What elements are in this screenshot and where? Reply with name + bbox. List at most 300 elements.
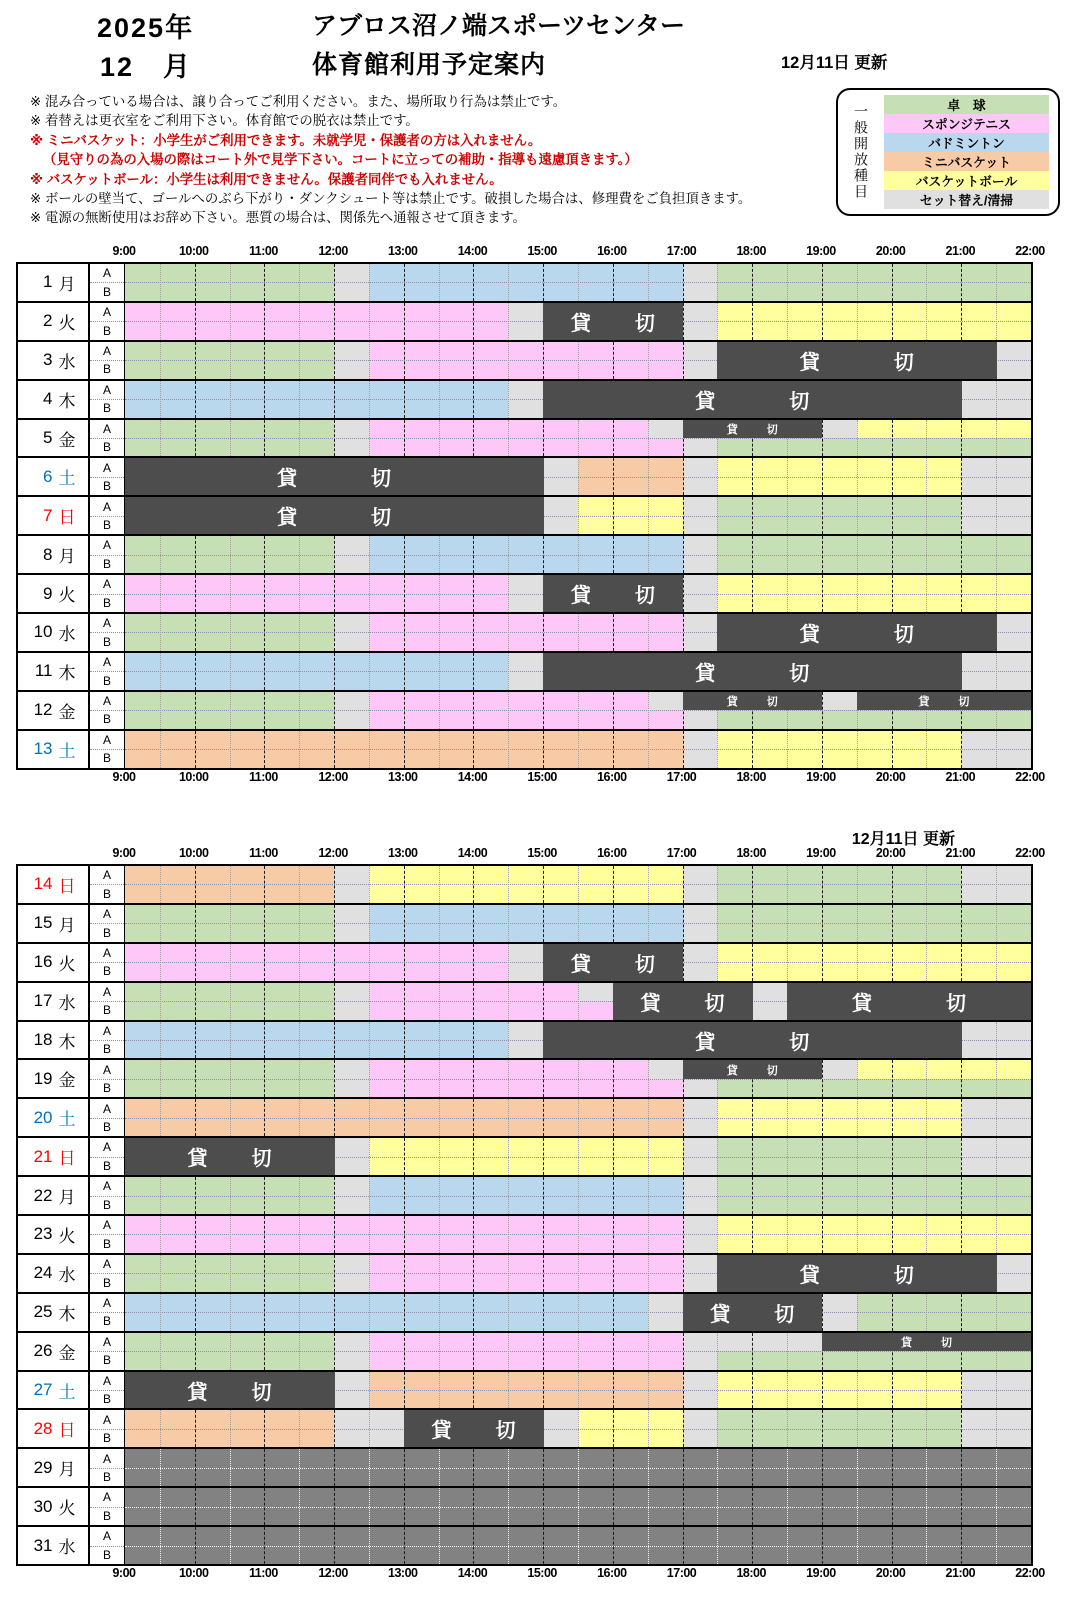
hour-gridline xyxy=(961,575,962,612)
day-label-10 xyxy=(18,614,90,651)
hour-gridline xyxy=(473,264,474,301)
kashikiri-reserved-label: 貸 切 xyxy=(695,390,837,413)
hour-gridline xyxy=(264,420,265,457)
axis-tick-10:00: 10:00 xyxy=(178,769,209,784)
day-label-27 xyxy=(18,1372,90,1409)
weekday-label: 月 xyxy=(58,915,76,935)
half-hour-gridline xyxy=(508,944,509,981)
ab-divider xyxy=(90,632,124,633)
court-a-label: A xyxy=(102,1296,111,1311)
axis-tick-19:00: 19:00 xyxy=(806,769,836,784)
ab-divider xyxy=(90,282,124,283)
hour-gridline xyxy=(822,536,823,573)
half-hour-gridline xyxy=(996,420,997,457)
half-hour-gridline xyxy=(926,575,927,612)
segment-tt xyxy=(717,264,1031,282)
segment-bk xyxy=(717,1390,961,1408)
half-hour-gridline xyxy=(230,1177,231,1214)
segment-st xyxy=(996,1273,1031,1291)
day-number: 31 xyxy=(33,1535,53,1555)
segment-mb xyxy=(369,1372,683,1390)
half-hour-gridline xyxy=(578,420,579,457)
hour-gridline xyxy=(264,1255,265,1292)
segment-sp xyxy=(369,1333,683,1351)
half-hour-gridline xyxy=(508,692,509,729)
segment-bd xyxy=(369,536,683,554)
half-hour-gridline xyxy=(648,497,649,534)
hour-gridline xyxy=(473,303,474,340)
hour-gridline xyxy=(473,1138,474,1175)
weekday-label: 金 xyxy=(58,430,76,450)
axis-tick-13:00: 13:00 xyxy=(388,1566,418,1581)
half-hour-gridline xyxy=(578,1488,579,1525)
hour-gridline xyxy=(473,536,474,573)
half-hour-gridline xyxy=(160,866,161,903)
half-hour-gridline xyxy=(578,497,579,534)
hour-gridline xyxy=(822,731,823,768)
hour-gridline xyxy=(892,497,893,534)
segment-st xyxy=(822,1294,857,1312)
day-number: 30 xyxy=(33,1496,53,1516)
page-subtitle: 体育館利用予定案内 xyxy=(312,51,547,79)
half-hour-gridline xyxy=(508,1294,509,1331)
hour-gridline xyxy=(961,458,962,495)
axis-tick-19:00: 19:00 xyxy=(806,1566,836,1581)
half-hour-gridline xyxy=(369,264,370,301)
half-hour-gridline xyxy=(369,1177,370,1214)
half-hour-gridline xyxy=(230,866,231,903)
segment-sp xyxy=(369,1255,683,1273)
court-ab-column xyxy=(90,1410,125,1447)
hour-gridline xyxy=(683,1488,684,1525)
hour-gridline xyxy=(822,1177,823,1214)
hour-gridline xyxy=(404,342,405,379)
hour-gridline xyxy=(822,1527,823,1564)
hour-gridline xyxy=(683,614,684,651)
court-a-label: A xyxy=(102,1257,111,1272)
hour-gridline xyxy=(473,1333,474,1370)
hour-gridline xyxy=(543,905,544,942)
segment-st xyxy=(648,1060,683,1078)
hour-gridline xyxy=(543,1255,544,1292)
hour-gridline xyxy=(334,342,335,379)
hour-gridline xyxy=(961,1060,962,1097)
half-hour-gridline xyxy=(857,1488,858,1525)
half-hour-gridline xyxy=(439,944,440,981)
half-hour-gridline xyxy=(299,1255,300,1292)
court-a-label: A xyxy=(102,1412,111,1427)
half-hour-gridline xyxy=(160,264,161,301)
half-hour-gridline xyxy=(369,420,370,457)
hour-gridline xyxy=(613,458,614,495)
segment-st xyxy=(683,575,718,593)
half-hour-gridline xyxy=(439,1099,440,1136)
day-row-21 xyxy=(18,1138,1031,1177)
day-row-7 xyxy=(18,497,1031,536)
ab-divider xyxy=(90,594,124,595)
half-hour-gridline xyxy=(648,420,649,457)
half-hour-gridline xyxy=(926,264,927,301)
day-schedule-grid xyxy=(125,692,1031,729)
half-hour-gridline xyxy=(717,1449,718,1486)
hour-gridline xyxy=(473,614,474,651)
segment-sp xyxy=(369,360,683,378)
segment-bd xyxy=(369,282,683,300)
half-hour-gridline xyxy=(857,1449,858,1486)
half-hour-gridline xyxy=(787,866,788,903)
hour-gridline xyxy=(334,692,335,729)
day-number: 4 xyxy=(43,389,53,409)
segment-bk xyxy=(717,1372,961,1390)
court-b-label: B xyxy=(102,556,111,571)
segment-st xyxy=(334,1255,369,1273)
hour-gridline xyxy=(195,381,196,418)
hour-gridline xyxy=(473,1177,474,1214)
axis-tick-11:00: 11:00 xyxy=(248,1566,278,1581)
axis-tick-10:00: 10:00 xyxy=(178,244,209,258)
segment-tt xyxy=(717,1177,1031,1195)
hour-gridline xyxy=(473,1449,474,1486)
day-number: 5 xyxy=(43,428,53,447)
weekday-label: 水 xyxy=(58,352,76,372)
hour-gridline xyxy=(961,1138,962,1175)
half-hour-gridline xyxy=(508,614,509,651)
half-hour-gridline xyxy=(299,303,300,340)
half-hour-gridline xyxy=(926,1449,927,1486)
ab-divider xyxy=(90,1312,124,1313)
hour-gridline xyxy=(543,983,544,1020)
weekday-label: 火 xyxy=(58,954,76,974)
court-b-label: B xyxy=(102,673,111,688)
half-hour-gridline xyxy=(578,342,579,379)
day-row-18 xyxy=(18,1022,1031,1061)
half-hour-gridline xyxy=(369,1333,370,1370)
half-hour-gridline xyxy=(926,1138,927,1175)
hour-gridline xyxy=(683,497,684,534)
kashikiri-reserved-label: 貸 切 xyxy=(726,1064,787,1077)
half-hour-gridline xyxy=(369,866,370,903)
half-hour-gridline xyxy=(787,731,788,768)
hour-gridline xyxy=(473,1022,474,1059)
hour-gridline xyxy=(543,536,544,573)
hour-gridline xyxy=(892,1177,893,1214)
half-hour-gridline xyxy=(369,1060,370,1097)
ab-divider xyxy=(90,516,124,517)
day-row-30 xyxy=(18,1488,1031,1527)
segment-st xyxy=(683,1079,718,1097)
weekday-label: 月 xyxy=(58,1460,76,1480)
hour-gridline xyxy=(822,1410,823,1447)
segment-mb xyxy=(578,458,683,476)
hour-gridline xyxy=(822,575,823,612)
half-hour-gridline xyxy=(787,264,788,301)
half-hour-gridline xyxy=(439,1372,440,1409)
segment-st xyxy=(334,692,369,710)
ab-divider xyxy=(90,1351,124,1352)
hour-gridline xyxy=(543,1060,544,1097)
half-hour-gridline xyxy=(996,1138,997,1175)
kashikiri-reserved-label: 貸 切 xyxy=(570,585,667,608)
hour-gridline xyxy=(892,575,893,612)
hour-gridline xyxy=(822,1099,823,1136)
segment-st xyxy=(334,1390,369,1408)
half-hour-gridline xyxy=(299,944,300,981)
half-hour-gridline xyxy=(508,905,509,942)
day-label-25 xyxy=(18,1294,90,1331)
axis-tick-13:00: 13:00 xyxy=(388,846,418,860)
segment-st xyxy=(683,905,718,923)
half-hour-gridline xyxy=(648,866,649,903)
day-number: 26 xyxy=(33,1341,53,1361)
half-hour-gridline xyxy=(996,1410,997,1447)
kashikiri-reserved-label: 貸 切 xyxy=(900,1336,961,1349)
hour-gridline xyxy=(892,536,893,573)
axis-tick-14:00: 14:00 xyxy=(457,244,488,258)
hour-gridline xyxy=(404,264,405,301)
court-a-label: A xyxy=(102,421,111,436)
day-row-20 xyxy=(18,1099,1031,1138)
note-line-7: ※ 電源の無断使用はお辞め下さい。悪質の場合は、関係先へ通報させて頂きます。 xyxy=(30,210,526,226)
half-hour-gridline xyxy=(439,983,440,1020)
segment-bk xyxy=(717,1234,1031,1252)
court-a-label: A xyxy=(102,499,111,514)
hour-gridline xyxy=(543,866,544,903)
court-b-label: B xyxy=(102,634,111,649)
day-schedule-grid xyxy=(125,944,1031,981)
axis-tick-15:00: 15:00 xyxy=(527,769,557,784)
legend-item-bd: バドミントン xyxy=(884,133,1049,152)
day-row-16 xyxy=(18,944,1031,983)
axis-tick-20:00: 20:00 xyxy=(875,244,906,258)
hour-gridline xyxy=(195,575,196,612)
day-label-28 xyxy=(18,1410,90,1447)
hour-gridline xyxy=(404,731,405,768)
court-ab-column xyxy=(90,983,125,1020)
segment-bk xyxy=(717,477,961,495)
segment-bk xyxy=(717,321,1031,339)
court-ab-column xyxy=(90,944,125,981)
half-hour-gridline xyxy=(439,342,440,379)
hour-gridline xyxy=(264,1449,265,1486)
hour-gridline xyxy=(683,342,684,379)
day-row-22 xyxy=(18,1177,1031,1216)
day-number: 11 xyxy=(34,661,53,681)
day-number: 9 xyxy=(43,583,53,603)
half-hour-gridline xyxy=(369,381,370,418)
half-hour-gridline xyxy=(857,575,858,612)
half-hour-gridline xyxy=(508,983,509,1020)
half-hour-gridline xyxy=(926,1372,927,1409)
half-hour-gridline xyxy=(508,1488,509,1525)
axis-tick-22:00: 22:00 xyxy=(1015,244,1045,258)
segment-tt xyxy=(717,438,1031,456)
weekday-label: 金 xyxy=(58,1071,76,1091)
day-row-31 xyxy=(18,1527,1031,1564)
axis-tick-22:00: 22:00 xyxy=(1015,1566,1045,1581)
hour-gridline xyxy=(613,1294,614,1331)
hour-gridline xyxy=(683,1177,684,1214)
court-ab-column xyxy=(90,866,125,903)
half-hour-gridline xyxy=(996,458,997,495)
axis-tick-12:00: 12:00 xyxy=(318,846,348,860)
half-hour-gridline xyxy=(717,1488,718,1525)
day-schedule-grid xyxy=(125,866,1031,903)
court-a-label: A xyxy=(102,1023,111,1038)
day-label-12 xyxy=(18,692,90,729)
day-row-1 xyxy=(18,264,1031,303)
half-hour-gridline xyxy=(717,303,718,340)
half-hour-gridline xyxy=(717,1216,718,1253)
court-a-label: A xyxy=(102,694,111,709)
half-hour-gridline xyxy=(508,1449,509,1486)
hour-gridline xyxy=(473,1060,474,1097)
hour-gridline xyxy=(543,264,544,301)
hour-gridline xyxy=(473,983,474,1020)
weekday-label: 日 xyxy=(58,1421,76,1441)
hour-gridline xyxy=(752,497,753,534)
half-hour-gridline xyxy=(160,420,161,457)
half-hour-gridline xyxy=(439,303,440,340)
half-hour-gridline xyxy=(648,536,649,573)
court-ab-column xyxy=(90,420,125,457)
kashikiri-reserved-label: 貸 切 xyxy=(799,623,941,646)
half-hour-gridline xyxy=(787,575,788,612)
court-ab-column xyxy=(90,1216,125,1253)
half-hour-gridline xyxy=(299,983,300,1020)
hour-gridline xyxy=(195,303,196,340)
hour-gridline xyxy=(473,420,474,457)
court-ab-column xyxy=(90,1527,125,1564)
court-ab-column xyxy=(90,303,125,340)
half-hour-gridline xyxy=(439,1177,440,1214)
segment-tt xyxy=(717,710,1031,728)
half-hour-gridline xyxy=(857,1527,858,1564)
hour-gridline xyxy=(264,264,265,301)
axis-tick-13:00: 13:00 xyxy=(388,769,418,784)
hour-gridline xyxy=(334,264,335,301)
segment-st xyxy=(683,1234,718,1252)
court-b-label: B xyxy=(102,925,111,940)
segment-bk xyxy=(369,866,683,884)
hour-gridline xyxy=(961,866,962,903)
half-hour-gridline xyxy=(717,1333,718,1370)
hour-gridline xyxy=(683,458,684,495)
half-hour-gridline xyxy=(508,381,509,418)
axis-tick-19:00: 19:00 xyxy=(806,244,836,258)
day-row-5 xyxy=(18,420,1031,459)
segment-st xyxy=(683,342,718,360)
day-number: 15 xyxy=(33,913,53,933)
half-hour-gridline xyxy=(369,342,370,379)
segment-bk xyxy=(578,497,683,515)
hour-gridline xyxy=(264,614,265,651)
segment-st xyxy=(334,360,369,378)
hour-gridline xyxy=(822,458,823,495)
half-hour-gridline xyxy=(648,1372,649,1409)
hour-gridline xyxy=(892,905,893,942)
axis-tick-20:00: 20:00 xyxy=(875,769,906,784)
day-schedule-grid xyxy=(125,1060,1031,1097)
half-hour-gridline xyxy=(439,420,440,457)
half-hour-gridline xyxy=(299,1488,300,1525)
hour-gridline xyxy=(264,381,265,418)
court-a-label: A xyxy=(102,1062,111,1077)
half-hour-gridline xyxy=(439,1138,440,1175)
day-schedule-grid xyxy=(125,497,1031,534)
weekday-label: 土 xyxy=(58,741,76,761)
half-hour-gridline xyxy=(369,1216,370,1253)
half-hour-gridline xyxy=(857,1216,858,1253)
segment-st xyxy=(334,420,369,438)
ab-divider xyxy=(90,749,124,750)
segment-st xyxy=(683,1255,718,1273)
ab-divider xyxy=(90,360,124,361)
day-schedule-grid xyxy=(125,420,1031,457)
court-ab-column xyxy=(90,1488,125,1525)
hour-gridline xyxy=(195,731,196,768)
segment-st xyxy=(648,420,683,438)
half-hour-gridline xyxy=(230,1022,231,1059)
segment-st xyxy=(683,632,718,650)
segment-bd xyxy=(125,1022,509,1040)
half-hour-gridline xyxy=(299,342,300,379)
year-label: 2025年 xyxy=(97,13,195,43)
hour-gridline xyxy=(822,497,823,534)
day-schedule-grid xyxy=(125,653,1031,690)
court-ab-column xyxy=(90,264,125,301)
hour-gridline xyxy=(961,1177,962,1214)
court-a-label: A xyxy=(102,616,111,631)
day-label-15 xyxy=(18,905,90,942)
hour-gridline xyxy=(334,575,335,612)
hour-gridline xyxy=(473,342,474,379)
half-hour-gridline xyxy=(230,1333,231,1370)
segment-st xyxy=(683,438,718,456)
hour-gridline xyxy=(264,944,265,981)
hour-gridline xyxy=(334,983,335,1020)
facility-title: アブロス沼ノ端スポーツセンター xyxy=(312,12,686,40)
hour-gridline xyxy=(892,303,893,340)
hour-gridline xyxy=(961,905,962,942)
day-number: 25 xyxy=(33,1302,53,1322)
segment-st xyxy=(683,360,718,378)
hour-gridline xyxy=(334,1333,335,1370)
half-hour-gridline xyxy=(369,1138,370,1175)
day-schedule-grid xyxy=(125,1372,1031,1409)
half-hour-gridline xyxy=(787,458,788,495)
half-hour-gridline xyxy=(996,264,997,301)
segment-st xyxy=(543,458,578,476)
court-b-label: B xyxy=(102,886,111,901)
hour-gridline xyxy=(334,905,335,942)
court-a-label: A xyxy=(102,1101,111,1116)
axis-tick-9:00: 9:00 xyxy=(112,846,136,860)
weekday-label: 土 xyxy=(58,1110,76,1130)
half-hour-gridline xyxy=(996,731,997,768)
segment-tt xyxy=(717,884,961,902)
segment-tt xyxy=(717,1079,1031,1097)
segment-bk xyxy=(717,575,1031,593)
court-ab-column xyxy=(90,905,125,942)
hour-gridline xyxy=(961,1410,962,1447)
court-b-label: B xyxy=(102,440,111,455)
court-b-label: B xyxy=(102,401,111,416)
hour-gridline xyxy=(822,264,823,301)
hour-gridline xyxy=(404,575,405,612)
hour-gridline xyxy=(613,536,614,573)
day-label-7 xyxy=(18,497,90,534)
half-hour-gridline xyxy=(926,536,927,573)
